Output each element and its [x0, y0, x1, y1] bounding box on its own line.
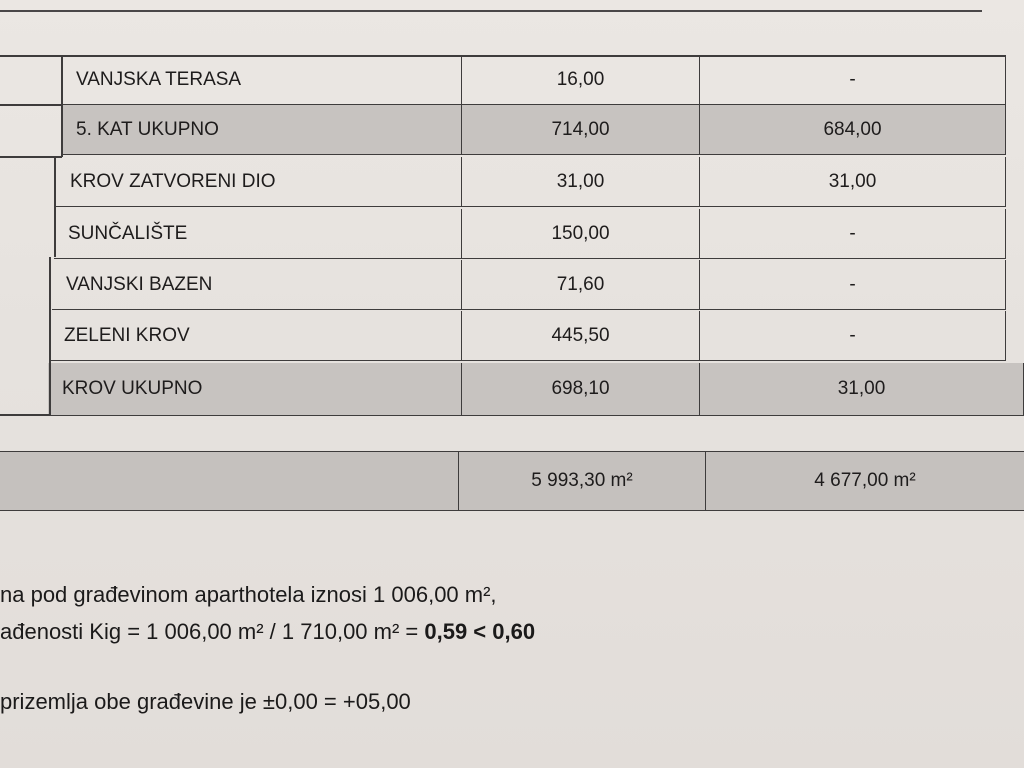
left-column-divider	[0, 414, 50, 416]
total-value-1: 5 993,30 m²	[459, 451, 706, 511]
total-label-cell	[0, 451, 459, 511]
row-value-1: 714,00	[462, 105, 700, 155]
row-value-1: 71,60	[462, 260, 700, 310]
left-column-edge	[54, 157, 56, 257]
left-column-divider	[0, 104, 62, 106]
row-value-2: 31,00	[700, 157, 1006, 207]
table-row	[0, 363, 1024, 416]
row-label: KROV ZATVORENI DIO	[56, 157, 462, 207]
total-row	[0, 451, 1024, 511]
row-value-2: -	[700, 209, 1006, 259]
left-column-edge	[49, 257, 51, 415]
row-value-2: -	[700, 260, 1006, 310]
left-column-edge	[61, 55, 63, 157]
left-column-divider	[0, 156, 62, 158]
table-row	[0, 209, 1024, 259]
text-line	[0, 619, 535, 645]
row-value-1: 31,00	[462, 157, 700, 207]
row-value-1: 16,00	[462, 55, 700, 105]
row-value-1: 445,50	[462, 311, 700, 361]
text-line: prizemlja obe građevine je ±0,00 = +05,00	[0, 689, 411, 714]
top-rule	[0, 10, 982, 12]
table-row	[0, 55, 1024, 105]
row-label: VANJSKI BAZEN	[52, 260, 462, 310]
text-line-result: 0,59 < 0,60	[424, 619, 536, 644]
row-value-2: 31,00	[700, 363, 1024, 416]
table-row	[0, 157, 1024, 207]
row-value-2: -	[700, 55, 1006, 105]
row-value-1: 150,00	[462, 209, 700, 259]
row-label: SUNČALIŠTE	[54, 209, 462, 259]
row-value-1: 698,10	[462, 363, 700, 416]
table-row	[0, 260, 1024, 310]
row-label: ZELENI KROV	[50, 311, 462, 361]
text-line-prefix: ađenosti Kig = 1 006,00 m² / 1 710,00 m² =	[0, 619, 425, 644]
row-value-2: -	[700, 311, 1006, 361]
total-value-2: 4 677,00 m²	[706, 451, 1024, 511]
text-line: na pod građevinom aparthotela iznosi 1 006,00 m²,	[0, 582, 497, 607]
table-row	[0, 311, 1024, 361]
row-label: KROV UKUPNO	[48, 363, 462, 416]
row-label: VANJSKA TERASA	[62, 55, 462, 105]
table-row	[0, 105, 1024, 155]
row-value-2: 684,00	[700, 105, 1006, 155]
row-label: 5. KAT UKUPNO	[62, 105, 462, 155]
